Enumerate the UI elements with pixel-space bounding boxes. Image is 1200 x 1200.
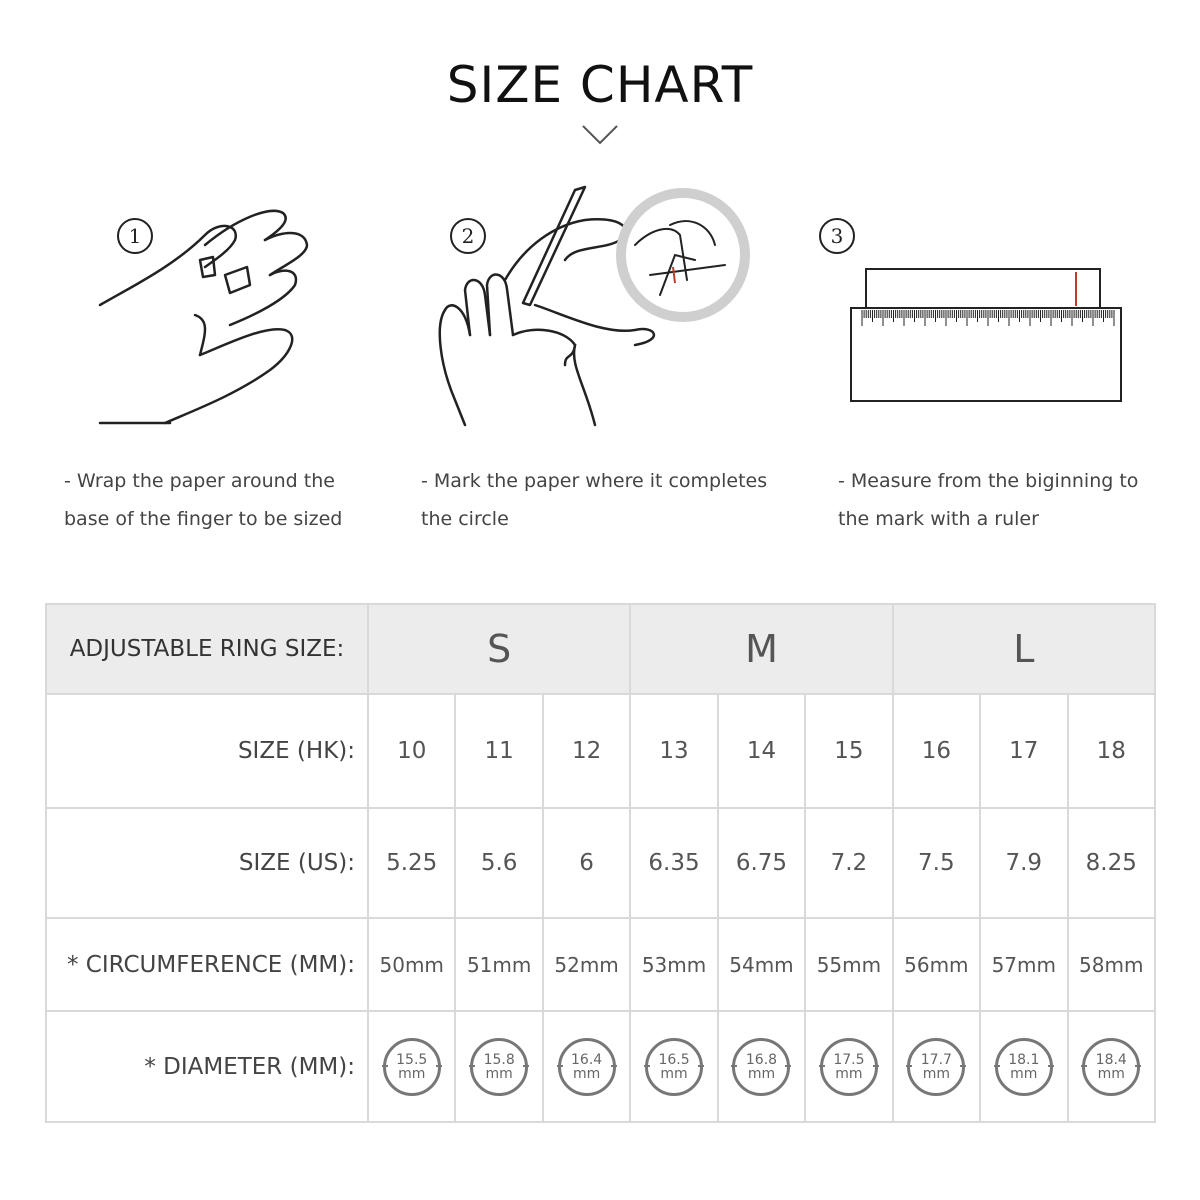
diameter-value: 15.5 <box>396 1051 428 1068</box>
table-cell: 6.75 <box>718 808 805 918</box>
diameter-unit: mm <box>835 1065 863 1082</box>
table-cell: 17 <box>980 694 1067 808</box>
page-title: SIZE CHART <box>446 56 754 114</box>
ruler-illustration <box>850 268 1122 404</box>
diameter-circle-icon <box>907 1038 965 1096</box>
chevron-down-icon <box>581 124 619 146</box>
diameter-unit: mm <box>660 1065 688 1082</box>
diameter-value: 16.5 <box>658 1051 690 1068</box>
table-cell: 5.6 <box>455 808 542 918</box>
header-label: ADJUSTABLE RING SIZE: <box>46 604 368 694</box>
table-cell <box>893 1011 980 1122</box>
table-cell: 16 <box>893 694 980 808</box>
diameter-circle-icon <box>645 1038 703 1096</box>
hand-mark-illustration <box>425 185 765 430</box>
diameter-unit: mm <box>1097 1065 1125 1082</box>
diameter-circle-icon <box>820 1038 878 1096</box>
row-label-us: SIZE (US): <box>46 808 368 918</box>
table-cell <box>805 1011 892 1122</box>
diameter-unit: mm <box>572 1065 601 1082</box>
step-caption-line: the mark with a ruler <box>838 508 1039 530</box>
diameter-unit: mm <box>922 1065 950 1082</box>
diameter-unit: mm <box>1010 1065 1038 1082</box>
diameter-value: 16.4 <box>571 1051 603 1068</box>
diameter-circle-icon <box>470 1038 528 1096</box>
table-cell: 12 <box>543 694 630 808</box>
table-cell: 18 <box>1068 694 1156 808</box>
table-cell <box>368 1011 455 1122</box>
step-number: 3 <box>819 218 855 254</box>
diameter-value: 17.7 <box>920 1051 952 1068</box>
table-row <box>46 694 1155 808</box>
diameter-value: 18.4 <box>1095 1051 1127 1068</box>
table-cell: 53mm <box>630 918 717 1011</box>
group-l: L <box>893 604 1155 694</box>
table-header-row <box>46 604 1155 694</box>
table-cell <box>980 1011 1067 1122</box>
ring-size-table <box>45 603 1156 1123</box>
step-caption-line: - Wrap the paper around the <box>64 470 335 492</box>
step-number: 2 <box>450 218 486 254</box>
table-cell: 7.2 <box>805 808 892 918</box>
diameter-circle-icon <box>558 1038 616 1096</box>
step-caption-line: - Mark the paper where it completes <box>421 470 768 492</box>
table-cell <box>1068 1011 1156 1122</box>
diameter-value: 16.8 <box>745 1051 778 1068</box>
diameter-unit: mm <box>398 1065 426 1082</box>
table-cell: 7.9 <box>980 808 1067 918</box>
hand-wrap-illustration <box>95 205 315 430</box>
diameter-value: 18.1 <box>1008 1051 1040 1068</box>
table-cell <box>543 1011 630 1122</box>
table-cell: 6 <box>543 808 630 918</box>
table-cell: 55mm <box>805 918 892 1011</box>
diameter-circle-icon <box>383 1038 441 1096</box>
step-caption-line: base of the finger to be sized <box>64 508 343 530</box>
diameter-value: 17.5 <box>833 1051 865 1068</box>
table-row <box>46 1011 1155 1122</box>
row-label-diameter: * DIAMETER (MM): <box>46 1011 368 1122</box>
diameter-unit: mm <box>485 1065 513 1082</box>
row-label-hk: SIZE (HK): <box>46 694 368 808</box>
table-row <box>46 808 1155 918</box>
diameter-value: 15.8 <box>483 1051 515 1068</box>
group-s: S <box>368 604 630 694</box>
table-row <box>46 918 1155 1011</box>
table-cell: 5.25 <box>368 808 455 918</box>
table-cell: 14 <box>718 694 805 808</box>
table-cell: 13 <box>630 694 717 808</box>
row-label-circumference: * CIRCUMFERENCE (MM): <box>46 918 368 1011</box>
table-cell: 51mm <box>455 918 542 1011</box>
step-caption-line: - Measure from the biginning to <box>838 470 1139 492</box>
table-cell: 10 <box>368 694 455 808</box>
table-cell: 56mm <box>893 918 980 1011</box>
diameter-unit: mm <box>747 1065 776 1082</box>
group-m: M <box>630 604 892 694</box>
table-cell <box>630 1011 717 1122</box>
table-cell: 15 <box>805 694 892 808</box>
table-cell: 54mm <box>718 918 805 1011</box>
table-cell: 57mm <box>980 918 1067 1011</box>
table-cell <box>718 1011 805 1122</box>
diameter-circle-icon <box>732 1038 790 1096</box>
diameter-circle-icon <box>995 1038 1053 1096</box>
table-cell: 6.35 <box>630 808 717 918</box>
step-caption-line: the circle <box>421 508 509 530</box>
table-cell: 52mm <box>543 918 630 1011</box>
table-cell: 8.25 <box>1068 808 1156 918</box>
table-cell: 11 <box>455 694 542 808</box>
step-number: 1 <box>117 218 153 254</box>
table-cell: 58mm <box>1068 918 1156 1011</box>
table-cell: 50mm <box>368 918 455 1011</box>
table-cell: 7.5 <box>893 808 980 918</box>
table-cell <box>455 1011 542 1122</box>
diameter-circle-icon <box>1082 1038 1140 1096</box>
